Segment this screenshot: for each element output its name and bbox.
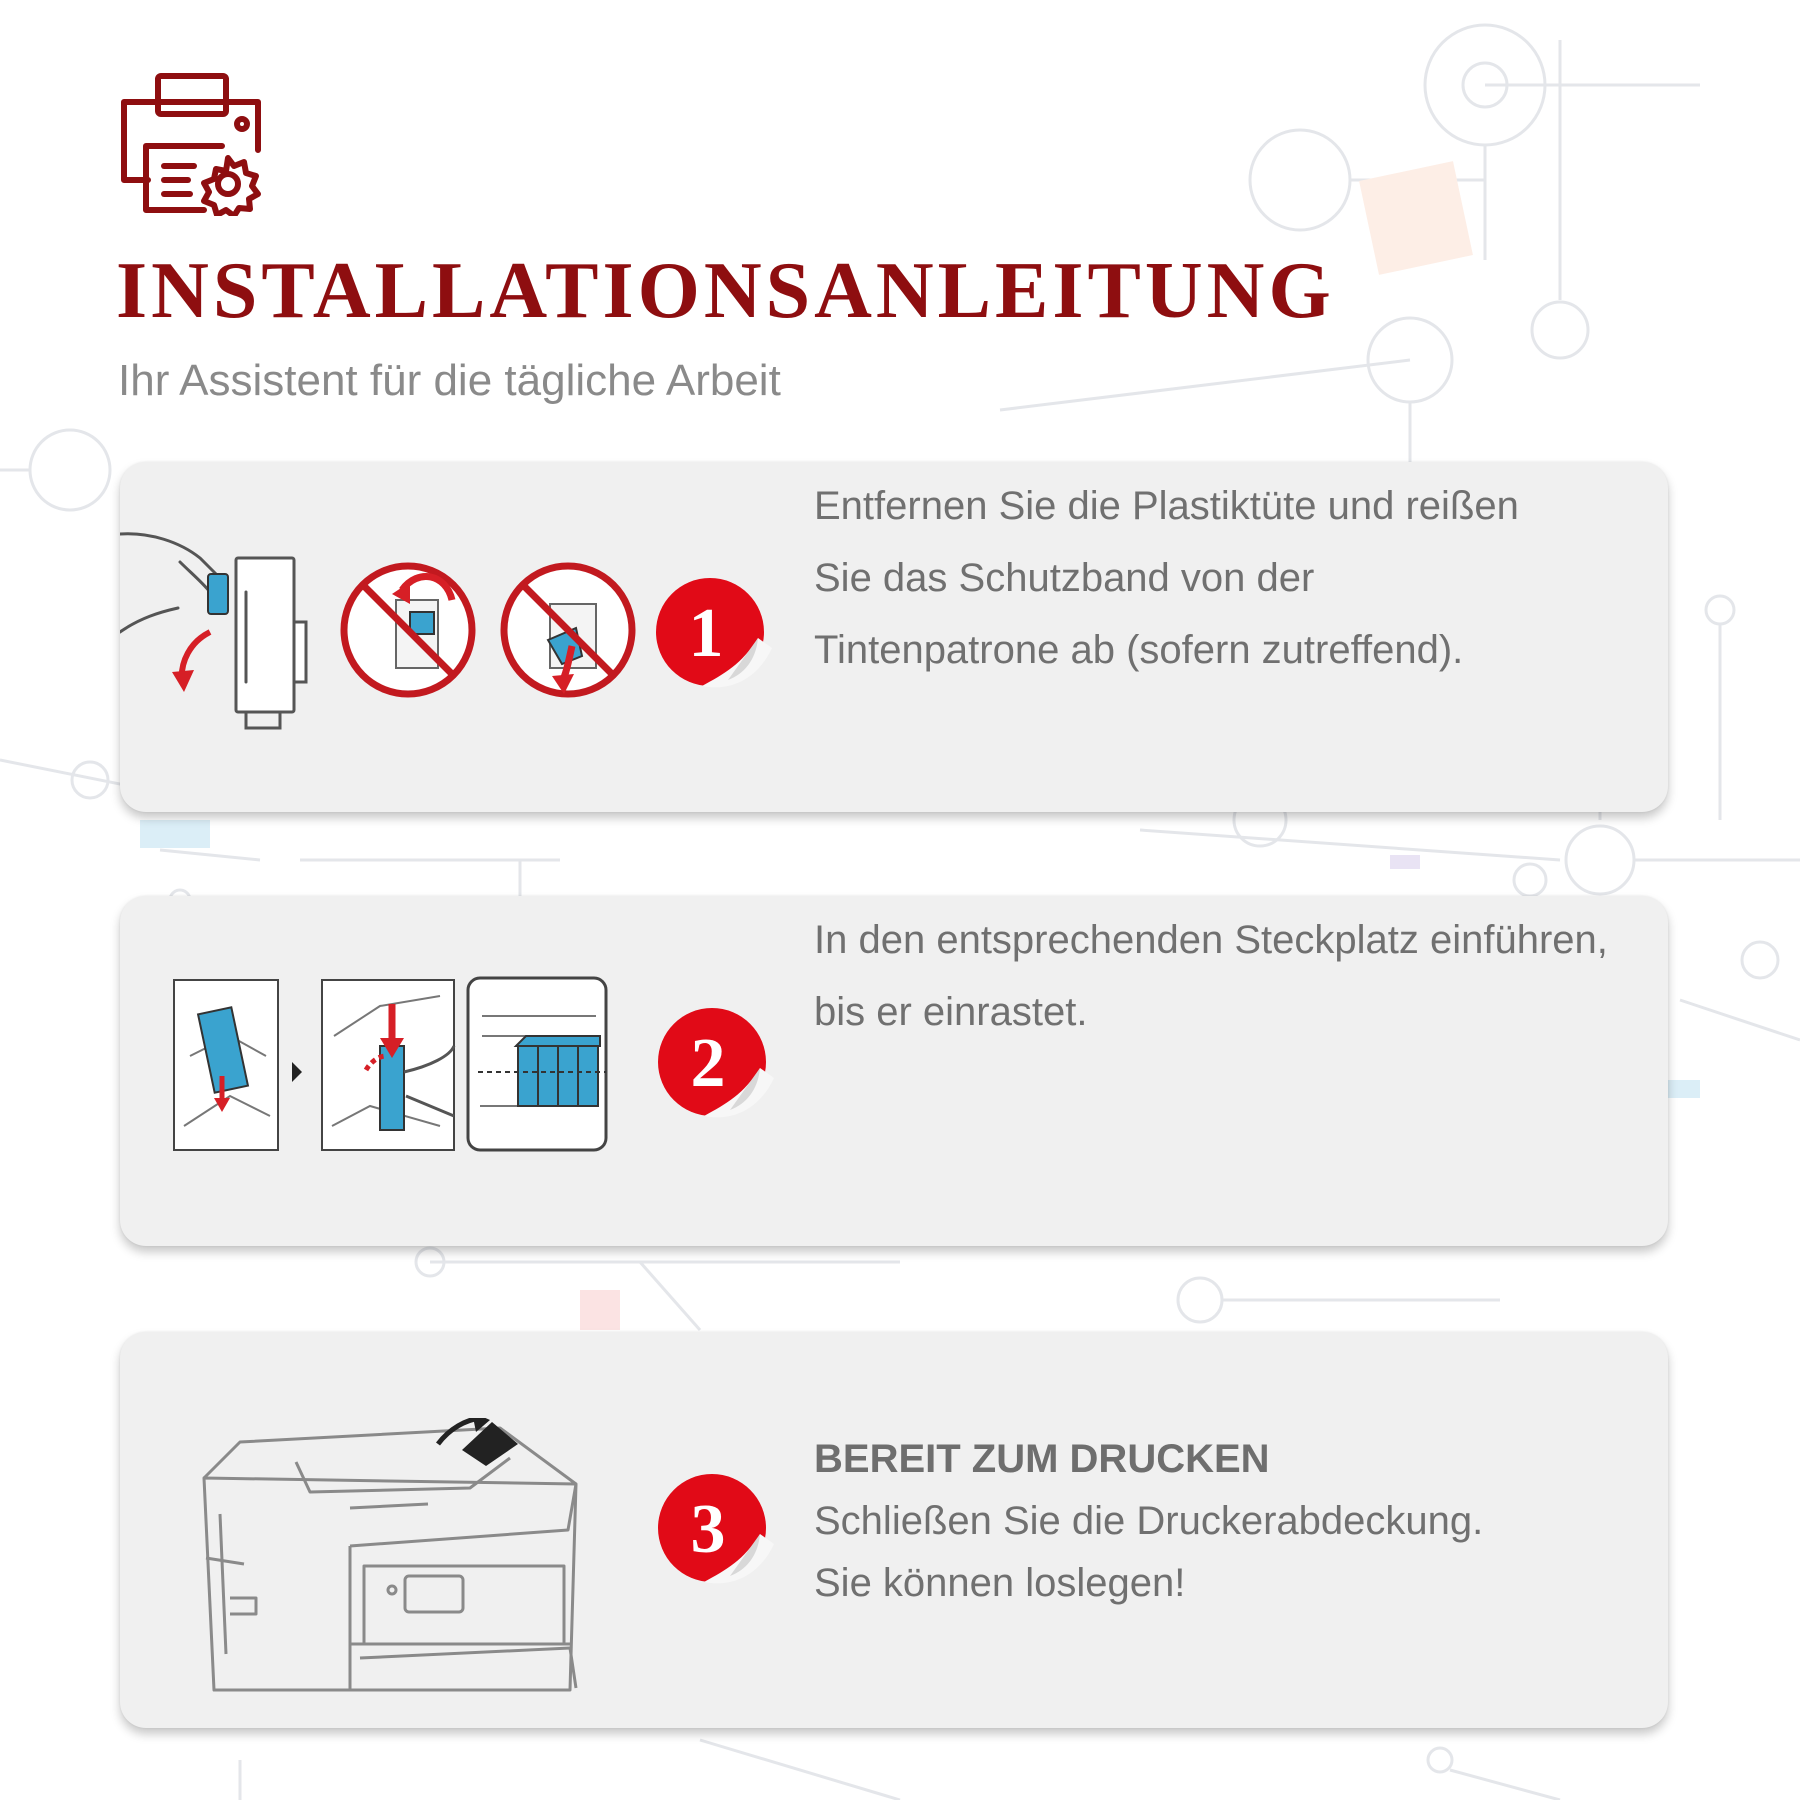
insert-cartridge-illustration [170, 976, 650, 1156]
step-card-1 [120, 462, 1668, 812]
step-2-line: bis er einrastet. [814, 990, 1088, 1034]
step-text-3 [814, 1428, 1644, 1614]
printer-illustration [200, 1418, 580, 1698]
step-number-2: 2 [690, 1025, 726, 1102]
step-1-line: Entfernen Sie die Plastiktüte und reißen [814, 484, 1519, 528]
step-card-2 [120, 896, 1668, 1246]
remove-tape-illustration [120, 522, 680, 752]
page-subtitle: Ihr Assistent für die tägliche Arbeit [118, 356, 781, 405]
step-number-badge-1 [654, 576, 772, 694]
step-text-1 [814, 470, 1644, 686]
step-number-badge-3 [656, 1472, 774, 1590]
printer-gear-icon [118, 70, 264, 216]
step-card-3 [120, 1332, 1668, 1728]
step-number-3: 3 [690, 1491, 726, 1568]
step-1-line: Tintenpatrone ab (sofern zutreffend). [814, 628, 1464, 672]
step-3-line: Schließen Sie die Druckerabdeckung. [814, 1499, 1484, 1543]
step-2-line: In den entsprechenden Steckplatz einführen, [814, 918, 1608, 962]
step-3-line: Sie können loslegen! [814, 1561, 1186, 1605]
header-logo [118, 70, 264, 216]
step-number-badge-2 [656, 1006, 774, 1124]
page-title: INSTALLATIONSANLEITUNG [116, 247, 1335, 335]
step-3-heading: BEREIT ZUM DRUCKEN [814, 1437, 1270, 1481]
step-text-2 [814, 904, 1644, 1048]
step-number-1: 1 [688, 595, 724, 672]
step-1-line: Sie das Schutzband von der [814, 556, 1315, 600]
